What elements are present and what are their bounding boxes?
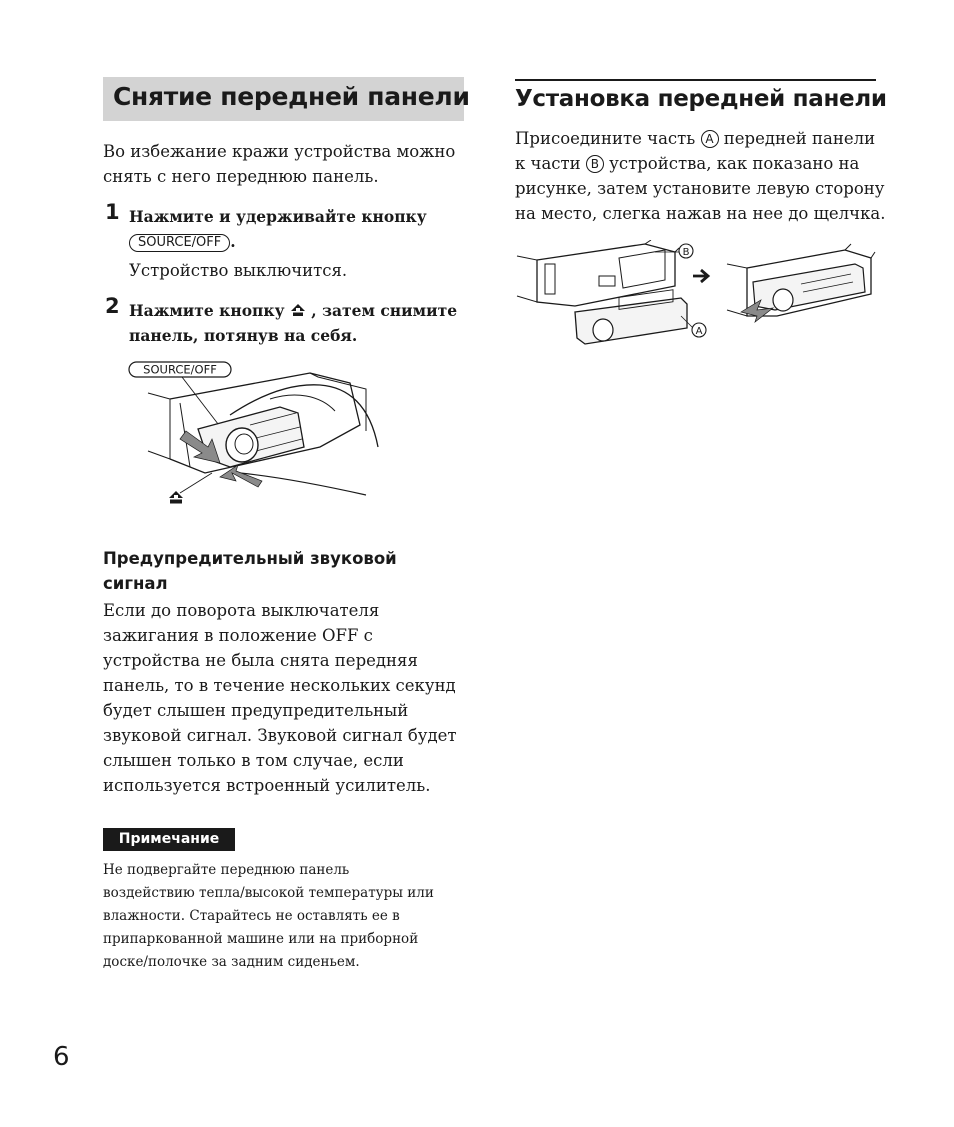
install-line: рисунке, затем установите левую сторону [515, 179, 885, 198]
install-line [515, 126, 885, 151]
note-paragraph [103, 859, 434, 974]
page-number: 6 [53, 1042, 70, 1072]
warning-line: используется встроенный усилитель. [103, 776, 431, 795]
note-line: Не подвергайте переднюю панель [103, 862, 350, 878]
install-line [515, 151, 885, 176]
heading-rule [515, 79, 876, 81]
note-line: припаркованной машине или на приборной [103, 931, 419, 947]
warning-line: зажигания в положение OFF с [103, 626, 373, 645]
warning-paragraph [103, 598, 457, 798]
warning-line: слышен только в том случае, если [103, 751, 404, 770]
step-1-line: Нажмите и удерживайте кнопку [129, 207, 427, 226]
step-2-instruction [129, 298, 457, 348]
step-2-line: панель, потянув на себя. [129, 326, 358, 345]
install-text: Присоедините часть [515, 129, 701, 148]
step-2-text-before: Нажмите кнопку [129, 301, 290, 320]
part-a-marker: A [701, 130, 719, 148]
intro-paragraph [103, 139, 455, 189]
install-text: к части [515, 154, 586, 173]
figure-label-a: A [695, 326, 703, 337]
step-2-text-after: , затем снимите [305, 301, 458, 320]
step-number-1: 1 [105, 200, 120, 224]
eject-icon [290, 303, 306, 318]
step-1-instruction [129, 204, 427, 254]
step-number-2: 2 [105, 294, 120, 318]
warning-line: будет слышен предупредительный [103, 701, 409, 720]
figure-source-off-label: SOURCE/OFF [143, 362, 217, 377]
warning-heading-line: Предупредительный звуковой [103, 549, 397, 568]
installation-paragraph [515, 126, 885, 226]
install-line: на место, слегка нажав на нее до щелчка. [515, 204, 886, 223]
removal-illustration [120, 355, 380, 515]
figure-label-b: B [682, 247, 690, 258]
warning-line: устройства не была снята передняя [103, 651, 418, 670]
note-line: доске/полочке за задним сиденьем. [103, 954, 360, 970]
installation-illustration [515, 240, 877, 348]
warning-line: звуковой сигнал. Звуковой сигнал будет [103, 726, 457, 745]
warning-heading [103, 546, 397, 596]
step-1-suffix: . [230, 232, 236, 251]
section-title-installation: Установка передней панели [515, 86, 887, 112]
intro-line: снять с него переднюю панель. [103, 167, 379, 186]
note-line: влажности. Старайтесь не оставлять ее в [103, 908, 400, 924]
step-1-result: Устройство выключится. [129, 261, 348, 280]
warning-line: Если до поворота выключателя [103, 601, 380, 620]
section-title-removal: Снятие передней панели [113, 82, 470, 111]
intro-line: Во избежание кражи устройства можно [103, 142, 456, 161]
step-1-button-line [129, 229, 427, 254]
warning-heading-line: сигнал [103, 574, 168, 593]
part-b-marker: B [586, 155, 604, 173]
install-text: передней панели [718, 129, 876, 148]
warning-line: панель, то в течение нескольких секунд [103, 676, 456, 695]
note-badge: Примечание [103, 828, 235, 851]
note-line: воздействию тепла/высокой температуры или [103, 885, 434, 901]
install-text: устройства, как показано на [603, 154, 860, 173]
step-2-line [129, 298, 457, 323]
arrow-right-icon [693, 270, 708, 282]
source-off-button-label: SOURCE/OFF [129, 234, 230, 252]
